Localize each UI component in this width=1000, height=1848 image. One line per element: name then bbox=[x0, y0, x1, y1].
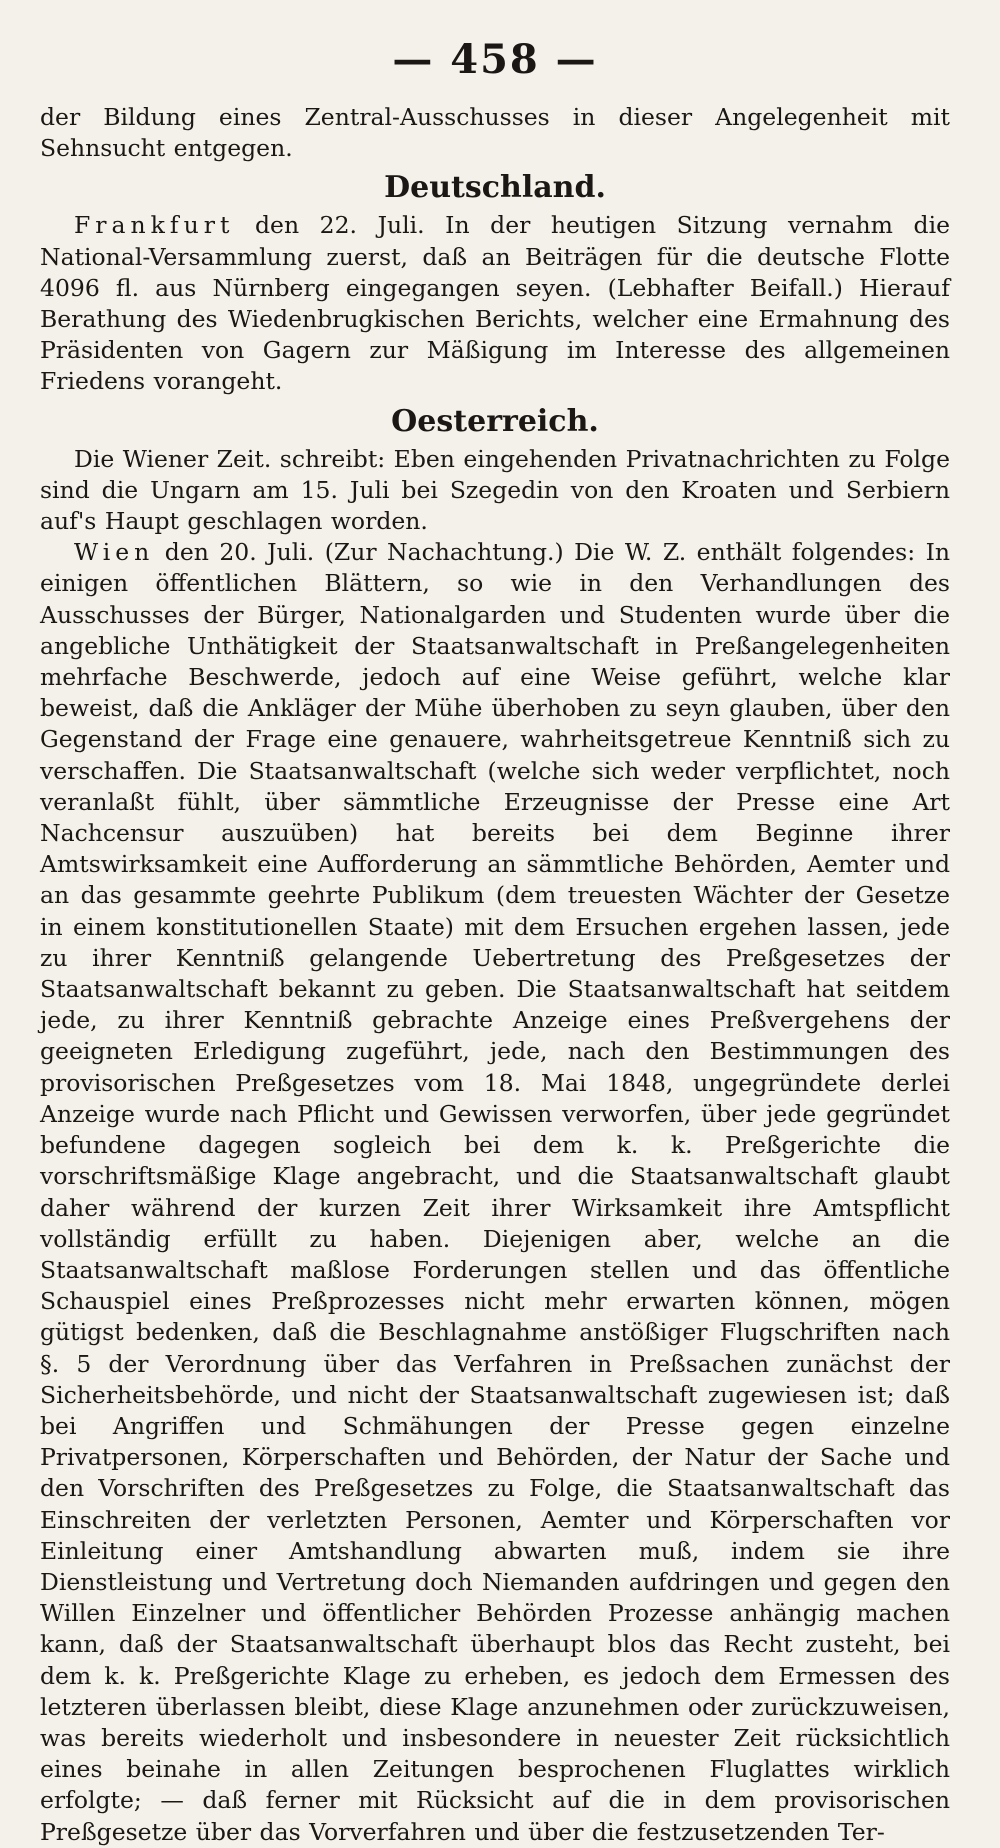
paragraph-wiener-zeitung bbox=[40, 444, 950, 538]
paragraph-text: der Bildung eines Zentral-Ausschusses in dieser Angelegenheit mit Sehnsucht entgegen. bbox=[40, 103, 950, 163]
paragraph-text: Die Wiener Zeit. schreibt: Eben eingehenden Privatnachrichten zu Folge sind die Ungarn am 15. Juli bei Szegedin von den Kroaten und Serbiern auf's Haupt geschlagen worden. bbox=[40, 444, 950, 536]
paragraph-intro bbox=[40, 102, 950, 164]
paragraph-frankfurt bbox=[40, 210, 950, 397]
section-heading-oesterreich: Oesterreich. bbox=[391, 403, 599, 439]
paragraph-text: den 20. Juli. (Zur Nachachtung.) Die W. Z. enthält folgendes: In einigen öffentlichen Blättern, so wie in den Verhandlungen des Ausschusses der Bürger, Nationalgarden und Studenten wurde über die angebliche Unthätigkeit der Staatsanwaltschaft in Preßangelegenheiten mehrfache Beschwerde, jedoch auf eine Weise geführt, welche klar beweist, daß die Ankläger der Mühe überhoben zu seyn glauben, über den Gegenstand der Frage eine genauere, wahrheitsgetreue Kenntniß sich zu verschaffen. Die Staatsanwaltschaft (welche sich weder verpflichtet, noch veranlaßt fühlt, über sämmtliche Erzeugnisse der Presse eine Art Nachcensur auszuüben) hat bereits bei dem Beginne ihrer Amtswirksamkeit eine Aufforderung an sämmtliche Behörden, Aemter und an das gesammte geehrte Publikum (dem treuesten Wächter der Gesetze in einem konstitutionellen Staate) mit dem Ersuchen ergehen lassen, jede zu ihrer Kenntniß gelangende Uebertretung des Preßgesetzes der Staatsanwaltschaft bekannt zu geben. Die Staatsanwaltschaft hat seitdem jede, zu ihrer Kenntniß gebrachte Anzeige eines Preßvergehens der geeigneten Erledigung zugeführt, jede, nach den Bestimmungen des provisorischen Preßgesetzes vom 18. Mai 1848, ungegründete derlei Anzeige wurde nach Pflicht und Gewissen verworfen, über jede gegründet befundene dagegen sogleich bei dem k. k. Preßgerichte die vorschriftsmäßige Klage angebracht, und die Staatsanwaltschaft glaubt daher während der kurzen Zeit ihrer Wirksamkeit ihre Amtspflicht vollständig erfüllt zu haben. Diejenigen aber, welche an die Staatsanwaltschaft maßlose Forderungen stellen und das öffentliche Schauspiel eines Preßprozesses nicht mehr erwarten können, mögen gütigst bedenken, daß die Beschlagnahme anstößiger Flugschriften nach §. 5 der Verordnung über das Verfahren in Preßsachen zunächst der Sicherheitsbehörde, und nicht der Staatsanwaltschaft zugewiesen ist; daß bei Angriffen und Schmähungen der Presse gegen einzelne Privatpersonen, Körperschaften und Behörden, der Natur der Sache und den Vorschriften des Preßgesetzes zu Folge, die Staatsanwaltschaft das Einschreiten der verletzten Personen, Aemter und Körperschaften vor Einleitung einer Amtshandlung abwarten muß, indem sie ihre Dienstleistung und Vertretung doch Niemanden aufdringen und gegen den Willen Einzelner und öffentlicher Behörden Prozesse anhängig machen kann, daß der Staatsanwaltschaft überhaupt blos das Recht zusteht, bei dem k. k. Preßgerichte Klage zu erheben, es jedoch dem Ermessen des letzteren überlassen bleibt, diese Klage anzunehmen oder zurückzuweisen, was bereits wiederholt und insbesondere in neuester Zeit rücksichtlich eines beinahe in allen Zeitungen besprochenen Fluglattes wirklich erfolgte; — daß ferner mit Rücksicht auf die in dem provisorischen Preßgesetze über das Vorverfahren und über die festzusetzenden Ter- bbox=[40, 538, 950, 1846]
paragraph-text: den 22. Juli. In der heutigen Sitzung vernahm die National-Versammlung zuerst, daß an Beiträgen für die deutsche Flotte 4096 fl. aus Nürnberg eingegangen seyen. (Lebhafter Beifall.) Hierauf Berathung des Wiedenbrugkischen Berichts, welcher eine Ermahnung des Präsidenten von Gagern zur Mäßigung im Interesse des allgemeinen Friedens vorangeht. bbox=[40, 211, 950, 396]
page-number: — 458 — bbox=[392, 36, 598, 83]
dateline-place: Frankfurt bbox=[74, 211, 235, 240]
section-heading-deutschland: Deutschland. bbox=[384, 170, 606, 206]
paragraph-wien bbox=[40, 537, 950, 1848]
dateline-place: Wien bbox=[74, 538, 155, 567]
